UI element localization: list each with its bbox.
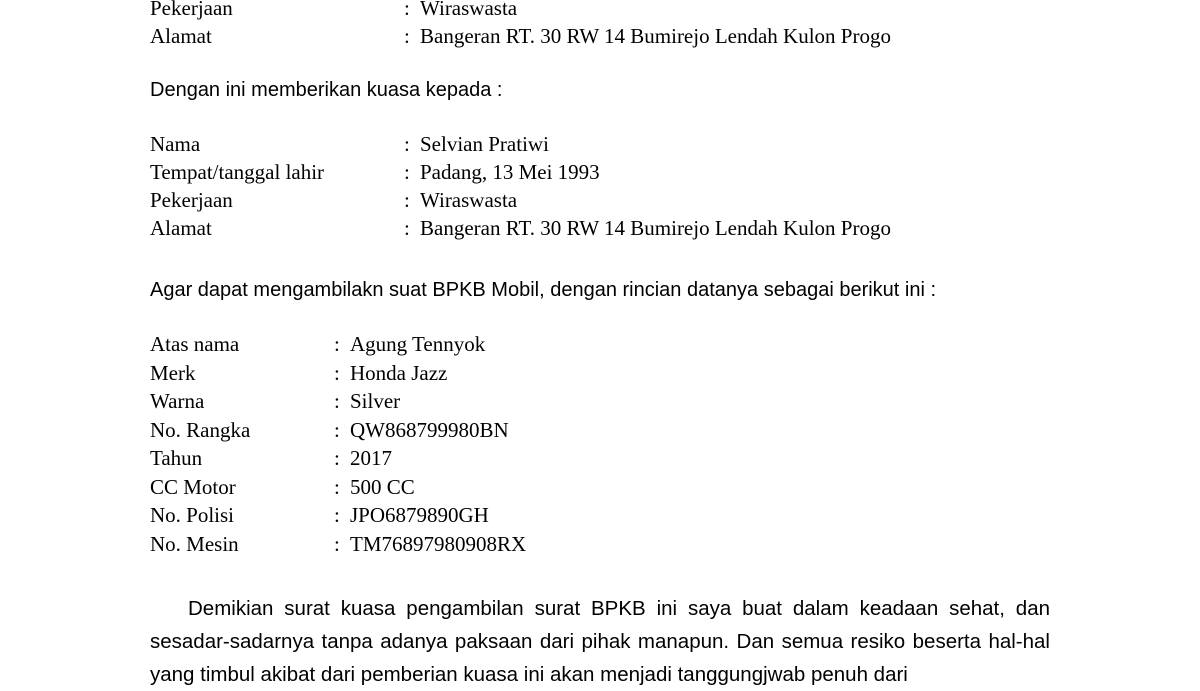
field-separator: :	[404, 132, 410, 156]
field-label: Alamat	[150, 24, 212, 48]
table-row	[150, 444, 526, 473]
field-value: 2017	[350, 446, 392, 470]
field-separator: :	[334, 332, 340, 356]
field-label: No. Mesin	[150, 531, 239, 556]
field-value: JPO6879890GH	[350, 503, 489, 527]
table-row	[150, 158, 891, 186]
field-value: Wiraswasta	[420, 188, 518, 212]
spacer	[150, 104, 1050, 130]
grantor-details-table	[150, 0, 891, 50]
field-separator: :	[404, 0, 410, 20]
field-label: Pekerjaan	[150, 0, 233, 20]
field-separator: :	[334, 446, 340, 470]
field-label: Alamat	[150, 216, 212, 240]
table-row	[150, 0, 891, 22]
field-value: QW868799980BN	[350, 417, 509, 442]
table-row	[150, 330, 526, 359]
field-separator: :	[334, 360, 340, 385]
field-label: Nama	[150, 132, 201, 156]
table-row	[150, 186, 891, 214]
closing-paragraph	[150, 592, 1050, 691]
field-value: Honda Jazz	[350, 360, 448, 385]
field-separator: :	[404, 24, 410, 48]
field-separator: :	[404, 160, 410, 184]
table-row	[150, 416, 526, 445]
grantor-details-block	[150, 0, 1050, 50]
field-separator: :	[334, 417, 340, 442]
field-label: Merk	[150, 360, 196, 385]
field-label: CC Motor	[150, 474, 236, 499]
table-row	[150, 22, 891, 50]
field-label: Tempat/tanggal lahir	[150, 160, 325, 184]
field-label: Warna	[150, 389, 205, 413]
table-row	[150, 359, 526, 388]
field-separator: :	[404, 188, 410, 212]
field-value: Bangeran RT. 30 RW 14 Bumirejo Lendah Kulon Progo	[420, 216, 891, 240]
field-separator: :	[334, 503, 340, 527]
authorization-intro-text: Dengan ini memberikan kuasa kepada :	[150, 79, 503, 101]
field-value: Selvian Pratiwi	[420, 132, 549, 156]
field-value: Padang, 13 Mei 1993	[420, 160, 600, 184]
spacer	[150, 304, 1050, 330]
vehicle-details-table	[150, 330, 526, 558]
table-row	[150, 214, 891, 242]
field-value: Silver	[350, 389, 401, 413]
table-row	[150, 130, 891, 158]
field-separator: :	[334, 531, 340, 556]
closing-paragraph-text: Demikian surat kuasa pengambilan surat BPKB ini saya buat dalam keadaan sehat, dan sesadar-sadarnya tanpa adanya paksaan dari pihak manapun. Dan semua resiko beserta hal-hal yang timbul akibat dari pemberian kuasa ini akan menjadi tanggungjwab penuh dari	[150, 597, 1050, 686]
field-value: Agung Tennyok	[350, 332, 486, 356]
field-separator: :	[334, 389, 340, 413]
table-row	[150, 387, 526, 416]
field-value: TM76897980908RX	[350, 531, 527, 556]
grantee-details-table	[150, 130, 891, 242]
field-separator: :	[404, 216, 410, 240]
table-row	[150, 473, 526, 502]
field-separator: :	[334, 474, 340, 499]
table-row	[150, 501, 526, 530]
table-row	[150, 530, 526, 559]
field-value: 500 CC	[350, 474, 415, 499]
field-value: Wiraswasta	[420, 0, 518, 20]
field-label: Pekerjaan	[150, 188, 233, 212]
field-value: Bangeran RT. 30 RW 14 Bumirejo Lendah Kulon Progo	[420, 24, 891, 48]
spacer	[150, 242, 1050, 276]
purpose-text: Agar dapat mengambilakn suat BPKB Mobil, dengan rincian datanya sebagai berikut ini :	[150, 279, 937, 301]
field-label: Atas nama	[150, 332, 240, 356]
spacer	[150, 558, 1050, 592]
spacer	[150, 50, 1050, 76]
field-label: Tahun	[150, 446, 203, 470]
field-label: No. Rangka	[150, 417, 251, 442]
field-label: No. Polisi	[150, 503, 235, 527]
